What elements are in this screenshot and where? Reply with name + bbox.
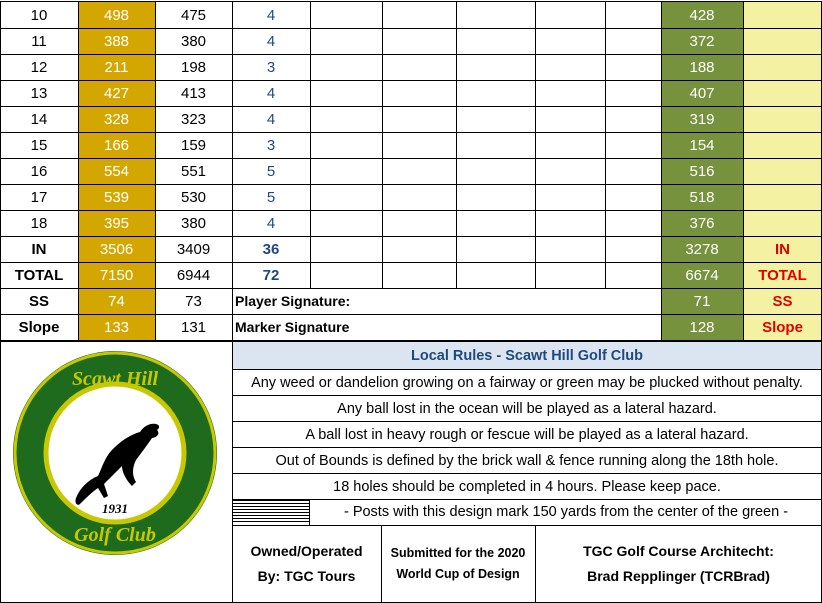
gold-tee-yardage: 388 xyxy=(78,28,155,54)
grid-hline xyxy=(0,184,822,185)
gold-tee-yardage: 498 xyxy=(78,2,155,28)
score-cell xyxy=(382,106,456,132)
grid-hline xyxy=(0,262,822,263)
grid-hline xyxy=(232,395,822,396)
grid-hline xyxy=(0,341,822,342)
green-tee-yardage: 6674 xyxy=(661,262,743,288)
score-cell xyxy=(382,210,456,236)
grid-vline xyxy=(382,1,383,288)
total-cell xyxy=(743,2,822,28)
architect-line-2: Brad Repplinger (TCRBrad) xyxy=(587,568,770,584)
green-tee-yardage: 407 xyxy=(661,80,743,106)
signature-line: Marker Signature xyxy=(235,319,350,335)
gold-tee-yardage: 427 xyxy=(78,80,155,106)
score-cell xyxy=(605,236,661,262)
par-value: 4 xyxy=(266,110,276,128)
grid-hline xyxy=(232,525,822,526)
local-rule-item: A ball lost in heavy rough or fescue will be played as a lateral hazard. xyxy=(305,427,749,443)
score-cell xyxy=(310,184,382,210)
score-cell xyxy=(535,262,605,288)
hole-label: 17 xyxy=(30,188,48,206)
white-tee-yardage: 131 xyxy=(180,318,207,336)
score-cell xyxy=(456,132,535,158)
grid-vline xyxy=(78,1,79,340)
hole-label: 13 xyxy=(30,84,48,102)
hole-label: SS xyxy=(28,292,49,310)
white-tee-yardage: 73 xyxy=(185,292,202,310)
total-cell xyxy=(743,80,822,106)
total-cell xyxy=(743,106,822,132)
score-cell xyxy=(310,236,382,262)
post-design-mark-icon xyxy=(233,500,309,524)
gold-tee-yardage: 211 xyxy=(78,54,155,80)
local-rules-title: Local Rules - Scawt Hill Golf Club xyxy=(232,342,822,369)
total-cell xyxy=(743,28,822,54)
gold-tee-yardage: 328 xyxy=(78,106,155,132)
posts-note: - Posts with this design mark 150 yards from the center of the green - xyxy=(343,504,789,520)
green-tee-yardage: 3278 xyxy=(661,236,743,262)
score-cell xyxy=(535,54,605,80)
par-value: 5 xyxy=(266,162,276,180)
score-cell xyxy=(310,132,382,158)
gold-tee-yardage: 3506 xyxy=(78,236,155,262)
score-cell xyxy=(382,28,456,54)
total-cell xyxy=(743,132,822,158)
gold-tee-yardage: 554 xyxy=(78,158,155,184)
total-cell xyxy=(743,158,822,184)
score-cell xyxy=(382,132,456,158)
score-cell xyxy=(456,28,535,54)
local-rule-item: Out of Bounds is defined by the brick wall & fence running along the 18th hole. xyxy=(275,453,779,469)
score-cell xyxy=(605,80,661,106)
par-value: 36 xyxy=(262,240,280,258)
white-tee-yardage: 475 xyxy=(180,6,207,24)
white-tee-yardage: 413 xyxy=(180,84,207,102)
score-cell xyxy=(382,158,456,184)
score-cell xyxy=(382,2,456,28)
score-cell xyxy=(310,158,382,184)
hole-label: 16 xyxy=(30,162,48,180)
score-cell xyxy=(456,210,535,236)
green-tee-yardage: 128 xyxy=(661,314,743,340)
grid-hline xyxy=(0,314,822,315)
white-tee-yardage: 551 xyxy=(180,162,207,180)
hole-label: 14 xyxy=(30,110,48,128)
white-tee-yardage: 198 xyxy=(180,58,207,76)
white-tee-yardage: 380 xyxy=(180,214,207,232)
score-cell xyxy=(310,80,382,106)
score-cell xyxy=(605,158,661,184)
grid-vline xyxy=(0,341,1,603)
grid-vline xyxy=(535,1,536,288)
architect-line-1: TGC Golf Course Architecht: xyxy=(583,543,774,559)
white-tee-yardage: 6944 xyxy=(176,266,211,284)
hole-label: 10 xyxy=(30,6,48,24)
par-value: 3 xyxy=(266,136,276,154)
score-cell xyxy=(310,210,382,236)
course-architect xyxy=(535,526,822,602)
score-cell xyxy=(605,28,661,54)
score-cell xyxy=(456,158,535,184)
green-tee-yardage: 372 xyxy=(661,28,743,54)
total-cell: Slope xyxy=(743,314,822,340)
score-cell xyxy=(382,236,456,262)
grid-hline xyxy=(0,236,822,237)
gold-tee-yardage: 7150 xyxy=(78,262,155,288)
owned-line-2: By: TGC Tours xyxy=(257,568,356,584)
green-tee-yardage: 71 xyxy=(661,288,743,314)
green-tee-yardage: 319 xyxy=(661,106,743,132)
green-tee-yardage: 376 xyxy=(661,210,743,236)
score-cell xyxy=(605,132,661,158)
grid-hline xyxy=(232,421,822,422)
hole-label: IN xyxy=(31,240,47,258)
grid-hline xyxy=(232,473,822,474)
score-cell xyxy=(535,106,605,132)
club-logo xyxy=(10,348,220,558)
total-cell xyxy=(743,184,822,210)
white-tee-yardage: 323 xyxy=(180,110,207,128)
local-rule-item: 18 holes should be completed in 4 hours. Please keep pace. xyxy=(333,479,721,495)
green-tee-yardage: 154 xyxy=(661,132,743,158)
grid-vline xyxy=(232,341,233,603)
score-cell xyxy=(605,106,661,132)
owned-operated xyxy=(232,526,381,602)
white-tee-yardage: 530 xyxy=(180,188,207,206)
grid-hline xyxy=(0,54,822,55)
hole-label: 11 xyxy=(31,32,47,50)
green-tee-yardage: 518 xyxy=(661,184,743,210)
score-cell xyxy=(535,158,605,184)
score-cell xyxy=(310,2,382,28)
score-cell xyxy=(605,54,661,80)
gold-tee-yardage: 133 xyxy=(78,314,155,340)
score-cell xyxy=(535,236,605,262)
score-cell xyxy=(456,80,535,106)
grid-vline xyxy=(456,1,457,288)
grid-hline xyxy=(0,106,822,107)
score-cell xyxy=(382,184,456,210)
score-cell xyxy=(605,184,661,210)
grid-hline xyxy=(0,210,822,211)
total-cell xyxy=(743,210,822,236)
green-tee-yardage: 516 xyxy=(661,158,743,184)
green-tee-yardage: 188 xyxy=(661,54,743,80)
score-cell xyxy=(456,54,535,80)
score-cell xyxy=(605,210,661,236)
local-rule-item: Any ball lost in the ocean will be played as a lateral hazard. xyxy=(337,401,717,417)
grid-hline xyxy=(0,28,822,29)
grid-hline xyxy=(0,132,822,133)
total-cell: SS xyxy=(743,288,822,314)
local-rule-item: Any weed or dandelion growing on a fairway or green may be plucked without penalty. xyxy=(251,375,803,391)
grid-vline xyxy=(0,1,1,340)
hole-label: 18 xyxy=(30,214,48,232)
white-tee-yardage: 159 xyxy=(180,136,207,154)
score-cell xyxy=(605,2,661,28)
gold-tee-yardage: 74 xyxy=(78,288,155,314)
score-cell xyxy=(310,28,382,54)
grid-hline xyxy=(232,499,822,500)
gold-tee-yardage: 166 xyxy=(78,132,155,158)
grid-hline xyxy=(0,288,822,289)
hole-label: TOTAL xyxy=(14,266,64,284)
score-cell xyxy=(310,106,382,132)
par-value: 4 xyxy=(266,84,276,102)
total-cell xyxy=(743,54,822,80)
par-value: 4 xyxy=(266,32,276,50)
submitted-line-1: Submitted for the 2020 xyxy=(390,546,526,560)
score-cell xyxy=(535,132,605,158)
grid-vline xyxy=(661,1,662,340)
score-cell xyxy=(456,262,535,288)
par-value: 5 xyxy=(266,188,276,206)
grid-vline xyxy=(605,1,606,288)
grid-vline xyxy=(743,1,744,340)
score-cell xyxy=(535,28,605,54)
grid-hline xyxy=(232,369,822,370)
hole-label: 15 xyxy=(30,136,48,154)
white-tee-yardage: 380 xyxy=(180,32,207,50)
logo-bottom-text: Golf Club xyxy=(74,524,156,546)
par-value: 3 xyxy=(266,58,276,76)
score-cell xyxy=(535,210,605,236)
total-cell: IN xyxy=(743,236,822,262)
logo-year: 1931 xyxy=(102,501,128,516)
par-value: 4 xyxy=(266,6,276,24)
score-cell xyxy=(535,80,605,106)
white-tee-yardage: 3409 xyxy=(176,240,211,258)
score-cell xyxy=(382,262,456,288)
grid-vline xyxy=(310,1,311,288)
submitted-line-2: World Cup of Design xyxy=(396,567,520,581)
grid-vline xyxy=(232,1,233,340)
score-cell xyxy=(535,2,605,28)
score-cell xyxy=(310,54,382,80)
score-cell xyxy=(382,80,456,106)
grid-hline xyxy=(0,80,822,81)
grid-vline xyxy=(381,525,382,602)
signature-line: Player Signature: xyxy=(235,293,351,309)
logo-top-text: Scawt Hill xyxy=(71,368,159,390)
total-cell: TOTAL xyxy=(743,262,822,288)
score-cell xyxy=(456,106,535,132)
grid-vline xyxy=(309,499,310,525)
green-tee-yardage: 428 xyxy=(661,2,743,28)
par-value: 4 xyxy=(266,214,276,232)
score-cell xyxy=(382,54,456,80)
gold-tee-yardage: 539 xyxy=(78,184,155,210)
grid-hline xyxy=(0,158,822,159)
score-cell xyxy=(535,184,605,210)
hole-label: Slope xyxy=(18,318,60,336)
score-cell xyxy=(456,184,535,210)
score-cell xyxy=(456,2,535,28)
gold-tee-yardage: 395 xyxy=(78,210,155,236)
score-cell xyxy=(456,236,535,262)
score-cell xyxy=(605,262,661,288)
grid-hline xyxy=(0,1,822,2)
par-value: 72 xyxy=(262,266,280,284)
submitted-for xyxy=(381,526,535,602)
owned-line-1: Owned/Operated xyxy=(250,543,363,559)
grid-vline xyxy=(155,1,156,340)
grid-hline xyxy=(232,447,822,448)
grid-vline xyxy=(535,525,536,602)
score-cell xyxy=(310,262,382,288)
hole-label: 12 xyxy=(30,58,48,76)
